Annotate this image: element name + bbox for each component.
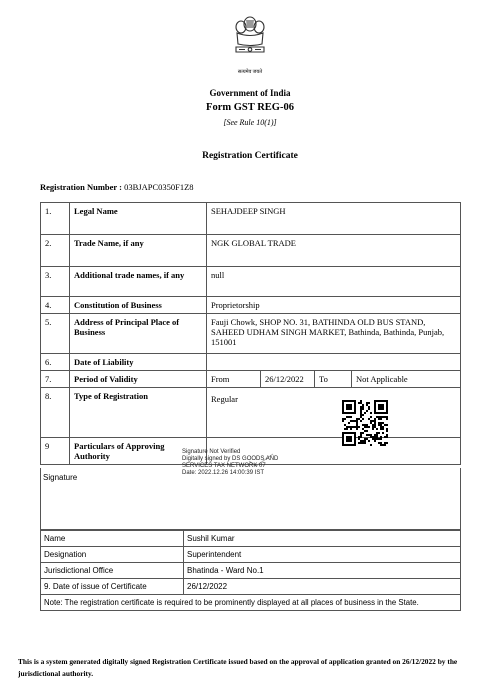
trade-name-value: NGK GLOBAL TRADE	[207, 235, 461, 267]
footer-disclaimer: This is a system generated digitally signed Registration Certificate issued based on the approval of application granted on 26/12/2022 by the jurisdictional authority.	[18, 657, 458, 678]
designation-label: Designation	[41, 547, 184, 563]
rule-reference: [See Rule 10(1)]	[223, 118, 277, 127]
table-row	[41, 203, 461, 235]
designation-value: Superintendent	[184, 547, 461, 563]
date-of-issue-label: 9. Date of issue of Certificate	[41, 579, 184, 595]
registration-type-value: Regular	[211, 394, 238, 404]
table-row	[41, 547, 461, 563]
date-of-issue-value: 26/12/2022	[184, 579, 461, 595]
row-number: 7.	[41, 371, 70, 388]
registration-number-value: 03BJAPC0350F1Z8	[124, 182, 194, 192]
row-label: Legal Name	[70, 203, 207, 235]
table-row	[41, 531, 461, 547]
table-row	[41, 371, 461, 388]
table-row	[41, 595, 461, 611]
jurisdictional-office-value: Bhatinda - Ward No.1	[184, 563, 461, 579]
row-label: Trade Name, if any	[70, 235, 207, 267]
table-row	[41, 267, 461, 297]
digital-signature-stamp	[182, 449, 278, 477]
row-label: Constitution of Business	[70, 297, 207, 314]
row-label: Additional trade names, if any	[70, 267, 207, 297]
table-row	[41, 354, 461, 371]
registration-type-cell	[207, 388, 461, 438]
signature-label: Signature	[43, 473, 78, 482]
row-number: 9	[41, 438, 70, 465]
emblem-motto: सत्यमेव जयते	[237, 70, 263, 75]
row-label: Particulars of Approving Authority	[70, 438, 207, 465]
table-row	[41, 563, 461, 579]
national-emblem-icon	[229, 14, 271, 66]
stamp-line: Date: 2022.12.26 14:00:39 IST	[182, 470, 265, 476]
certificate-title: Registration Certificate	[202, 151, 298, 161]
row-number: 3.	[41, 267, 70, 297]
constitution-value: Proprietorship	[207, 297, 461, 314]
table-row	[41, 579, 461, 595]
stamp-line: Digitally signed by DS GOODS AND	[182, 456, 279, 462]
row-label: Address of Principal Place of Business	[70, 314, 207, 354]
signature-block	[40, 468, 461, 530]
row-number: 8.	[41, 388, 70, 438]
jurisdictional-office-label: Jurisdictional Office	[41, 563, 184, 579]
row-number: 1.	[41, 203, 70, 235]
validity-from-date: 26/12/2022	[261, 371, 315, 388]
authority-name-label: Name	[41, 531, 184, 547]
table-row	[41, 235, 461, 267]
row-number: 6.	[41, 354, 70, 371]
qr-code-icon	[342, 400, 388, 446]
authority-name-value: Sushil Kumar	[184, 531, 461, 547]
table-row	[41, 314, 461, 354]
authority-details-table	[40, 530, 461, 611]
stamp-line: SERVICES TAX NETWORK 07	[182, 463, 266, 469]
row-label: Type of Registration	[70, 388, 207, 438]
row-number: 2.	[41, 235, 70, 267]
government-title: Government of India	[209, 88, 291, 98]
address-value: Fauji Chowk, SHOP NO. 31, BATHINDA OLD BUS STAND, SAHEED UDHAM SINGH MARKET, Bathinda, Bathinda, Punjab, 151001	[207, 314, 461, 354]
validity-from-label: From	[207, 371, 261, 388]
row-label: Period of Validity	[70, 371, 207, 388]
row-label: Date of Liability	[70, 354, 207, 371]
table-row	[41, 297, 461, 314]
legal-name-value: SEHAJDEEP SINGH	[207, 203, 461, 235]
date-of-liability-value	[207, 354, 461, 371]
registration-number-label: Registration Number :	[40, 182, 122, 192]
row-number: 4.	[41, 297, 70, 314]
additional-trade-names-value: null	[207, 267, 461, 297]
stamp-line: Signature Not Verified	[182, 449, 241, 455]
form-title: Form GST REG-06	[206, 102, 294, 113]
registration-number-line	[40, 182, 194, 192]
validity-to-label: To	[315, 371, 352, 388]
table-row	[41, 388, 461, 438]
validity-to-date: Not Applicable	[352, 371, 461, 388]
row-number: 5.	[41, 314, 70, 354]
display-notice: Note: The registration certificate is required to be prominently displayed at all places of business in the State.	[41, 595, 461, 611]
certificate-details-table	[40, 202, 461, 465]
